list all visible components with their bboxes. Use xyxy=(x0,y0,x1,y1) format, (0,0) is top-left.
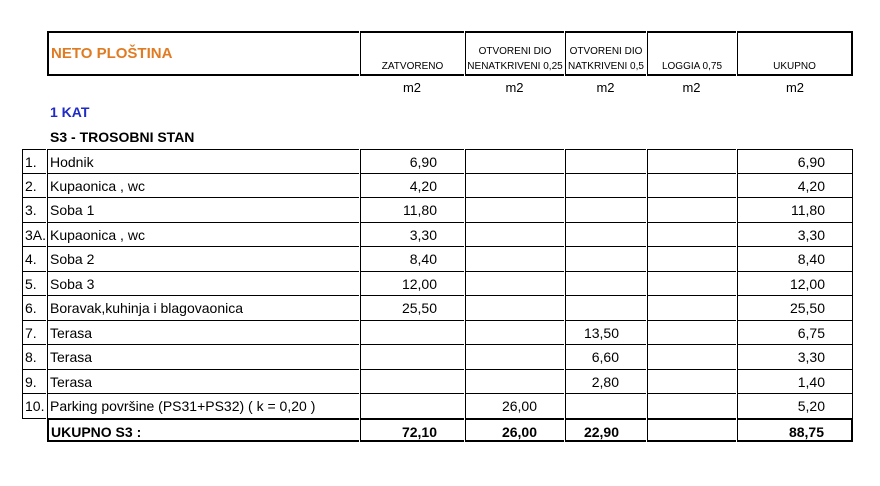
value-natkriveni xyxy=(565,174,646,199)
value-zatvoreno xyxy=(360,370,464,395)
row-number: 10. xyxy=(22,394,46,419)
value-ukupno: 3,30 xyxy=(737,223,853,248)
value-natkriveni: 2,80 xyxy=(565,370,646,395)
value-loggia xyxy=(647,174,736,199)
row-number: 9. xyxy=(22,370,46,395)
value-loggia xyxy=(647,272,736,297)
value-loggia xyxy=(647,370,736,395)
value-zatvoreno: 6,90 xyxy=(360,149,464,174)
room-name: Soba 3 xyxy=(47,272,359,297)
unit-label: m2 xyxy=(785,80,805,95)
value-nenatkriveni xyxy=(465,370,564,395)
value-natkriveni xyxy=(565,394,646,419)
total-natkriveni: 22,90 xyxy=(565,418,646,442)
value-nenatkriveni xyxy=(465,198,564,223)
room-name: Terasa xyxy=(47,370,359,395)
header-line1: OTVORENI DIO xyxy=(478,46,552,57)
total-zatvoreno: 72,10 xyxy=(360,418,464,442)
value-loggia xyxy=(647,296,736,321)
value-ukupno: 25,50 xyxy=(737,296,853,321)
row-number: 7. xyxy=(22,321,46,346)
value-loggia xyxy=(647,394,736,419)
value-zatvoreno: 4,20 xyxy=(360,174,464,199)
header-title-cell xyxy=(47,31,359,76)
value-ukupno: 1,40 xyxy=(737,370,853,395)
unit-label: m2 xyxy=(596,80,615,95)
total-nenatkriveni: 26,00 xyxy=(465,418,564,442)
room-name: Kupaonica , wc xyxy=(47,174,359,199)
value-nenatkriveni xyxy=(465,247,564,272)
value-natkriveni xyxy=(565,247,646,272)
room-name: Hodnik xyxy=(47,149,359,174)
header-line2: ZATVORENO xyxy=(381,61,444,72)
value-loggia xyxy=(647,149,736,174)
unit-label: m2 xyxy=(505,80,524,95)
header-nenatkriveni xyxy=(465,31,564,76)
value-zatvoreno xyxy=(360,321,464,346)
value-nenatkriveni: 26,00 xyxy=(465,394,564,419)
value-loggia xyxy=(647,321,736,346)
unit-label: m2 xyxy=(402,80,422,95)
room-name: Kupaonica , wc xyxy=(47,223,359,248)
room-name: Parking površine (PS31+PS32) ( k = 0,20 ) xyxy=(47,394,359,419)
value-ukupno: 12,00 xyxy=(737,272,853,297)
header-ukupno xyxy=(737,31,853,76)
row-number: 3. xyxy=(22,198,46,223)
room-name: Soba 2 xyxy=(47,247,359,272)
room-name: Boravak,kuhinja i blagovaonica xyxy=(47,296,359,321)
value-zatvoreno xyxy=(360,394,464,419)
row-number: 5. xyxy=(22,272,46,297)
value-loggia xyxy=(647,247,736,272)
value-natkriveni xyxy=(565,296,646,321)
value-natkriveni: 13,50 xyxy=(565,321,646,346)
value-loggia xyxy=(647,198,736,223)
value-natkriveni xyxy=(565,272,646,297)
value-ukupno: 11,80 xyxy=(737,198,853,223)
header-line2: NATKRIVENI 0,5 xyxy=(568,61,644,72)
row-number: 1. xyxy=(22,149,46,174)
value-nenatkriveni xyxy=(465,296,564,321)
value-loggia xyxy=(647,223,736,248)
row-number: 2. xyxy=(22,174,46,199)
value-ukupno: 6,75 xyxy=(737,321,853,346)
row-number: 3A. xyxy=(22,223,46,248)
value-loggia xyxy=(647,345,736,370)
header-line2: UKUPNO xyxy=(773,61,816,72)
unit-label: m2 xyxy=(682,80,701,95)
row-number: 8. xyxy=(22,345,46,370)
value-natkriveni xyxy=(565,149,646,174)
row-number: 4. xyxy=(22,247,46,272)
room-name: Terasa xyxy=(47,345,359,370)
value-zatvoreno: 11,80 xyxy=(360,198,464,223)
room-name: Soba 1 xyxy=(47,198,359,223)
header-natkriveni xyxy=(565,31,646,76)
value-nenatkriveni xyxy=(465,321,564,346)
total-label: UKUPNO S3 : xyxy=(47,418,359,442)
value-natkriveni xyxy=(565,198,646,223)
total-loggia xyxy=(647,418,736,442)
value-nenatkriveni xyxy=(465,174,564,199)
value-zatvoreno: 8,40 xyxy=(360,247,464,272)
value-ukupno: 4,20 xyxy=(737,174,853,199)
apartment-label: S3 - TROSOBNI STAN xyxy=(50,129,195,145)
value-zatvoreno: 25,50 xyxy=(360,296,464,321)
value-natkriveni xyxy=(565,223,646,248)
value-ukupno: 5,20 xyxy=(737,394,853,419)
value-nenatkriveni xyxy=(465,149,564,174)
value-ukupno: 6,90 xyxy=(737,149,853,174)
header-loggia xyxy=(647,31,736,76)
value-zatvoreno xyxy=(360,345,464,370)
header-line1: OTVORENI DIO xyxy=(569,46,643,57)
value-nenatkriveni xyxy=(465,272,564,297)
total-ukupno: 88,75 xyxy=(737,418,853,442)
value-ukupno: 3,30 xyxy=(737,345,853,370)
value-zatvoreno: 3,30 xyxy=(360,223,464,248)
floor-label: 1 KAT xyxy=(50,104,90,120)
header-zatvoreno xyxy=(360,31,464,76)
table-title: NETO PLOŠTINA xyxy=(51,45,173,62)
header-line2: NENATKRIVENI 0,25 xyxy=(467,61,563,72)
row-number: 6. xyxy=(22,296,46,321)
value-nenatkriveni xyxy=(465,223,564,248)
header-line2: LOGGIA 0,75 xyxy=(661,61,723,72)
value-nenatkriveni xyxy=(465,345,564,370)
value-natkriveni: 6,60 xyxy=(565,345,646,370)
room-name: Terasa xyxy=(47,321,359,346)
value-zatvoreno: 12,00 xyxy=(360,272,464,297)
value-ukupno: 8,40 xyxy=(737,247,853,272)
